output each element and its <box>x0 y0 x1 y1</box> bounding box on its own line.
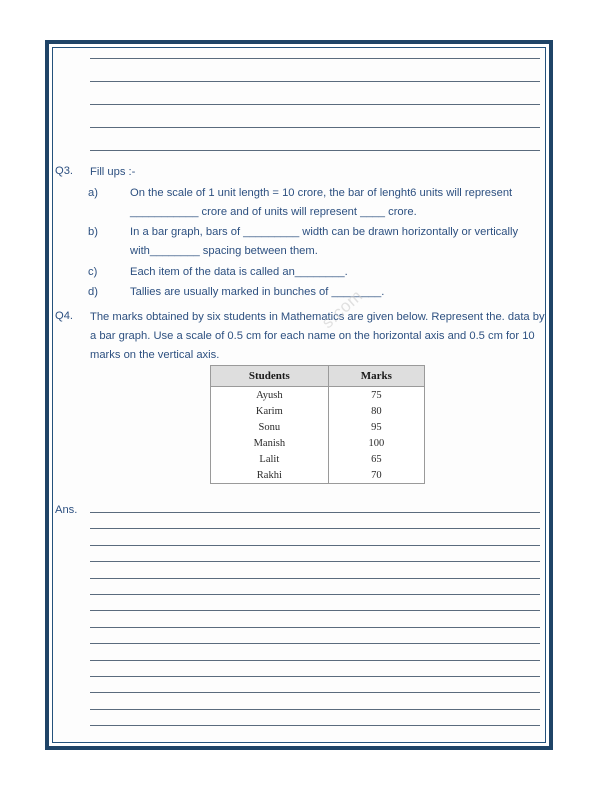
table-row <box>211 387 425 404</box>
blank-writing-line <box>90 643 540 644</box>
item-b-text: In a bar graph, bars of _________ width can be drawn horizontally or vertically with________ spacing between them. <box>130 226 519 257</box>
blank-writing-line <box>90 150 540 151</box>
blank-writing-line <box>90 512 540 513</box>
item-b-label: b) <box>88 226 98 238</box>
question-q3-item-c <box>88 263 508 282</box>
blank-writing-line <box>90 104 540 105</box>
blank-writing-line <box>90 81 540 82</box>
table-cell-marks: 70 <box>371 469 382 481</box>
blank-writing-line <box>90 528 540 529</box>
item-a-label: a) <box>88 187 98 199</box>
table-cell-student-name: Sonu <box>211 419 329 435</box>
question-q4-text: The marks obtained by six students in Mathematics are given below. Represent the. data by a bar graph. Use a scale of 0.5 cm for each name on the horizontal axis and 0.5 cm for 10 marks on the vertical axis. <box>90 311 545 361</box>
table-row <box>211 419 425 435</box>
blank-writing-line <box>90 676 540 677</box>
table-row <box>211 467 425 484</box>
table-cell-student-name: Karim <box>211 403 329 419</box>
marks-table-container <box>210 365 425 484</box>
item-a-text: On the scale of 1 unit length = 10 crore, the bar of lenght6 units will represent ___________ crore and of units will represent ____ crore. <box>130 187 513 218</box>
answer-label: Ans. <box>55 504 78 516</box>
table-header-students: Students <box>211 366 329 387</box>
table-header-marks: Marks <box>328 366 424 387</box>
question-q3-item-b <box>88 223 553 261</box>
question-q4 <box>55 308 545 365</box>
item-c-text: Each item of the data is called an________. <box>130 266 348 278</box>
blank-writing-line <box>90 545 540 546</box>
question-q3-item-d <box>88 283 508 302</box>
blank-writing-line <box>90 578 540 579</box>
question-q4-label: Q4. <box>55 310 74 322</box>
table-row <box>211 403 425 419</box>
table-header-row <box>211 366 425 387</box>
question-q3-item-a <box>88 184 548 222</box>
item-d-label: d) <box>88 286 98 298</box>
blank-writing-line <box>90 610 540 611</box>
table-cell-student-name: Rakhi <box>211 467 329 484</box>
blank-writing-line <box>90 692 540 693</box>
table-row <box>211 435 425 451</box>
question-q3-label: Q3. <box>55 165 74 177</box>
question-q3 <box>55 163 535 182</box>
table-cell-student-name: Ayush <box>211 387 329 404</box>
blank-writing-line <box>90 709 540 710</box>
item-d-text: Tallies are usually marked in bunches of ________. <box>130 286 385 298</box>
blank-writing-line <box>90 127 540 128</box>
table-cell-marks: 65 <box>371 453 382 465</box>
blank-writing-line <box>90 58 540 59</box>
question-q3-text: Fill ups :- <box>90 166 136 178</box>
blank-writing-line <box>90 594 540 595</box>
table-cell-marks: 95 <box>371 421 382 433</box>
blank-writing-line <box>90 627 540 628</box>
table-cell-marks: 75 <box>371 389 382 401</box>
blank-writing-line <box>90 561 540 562</box>
table-cell-marks: 80 <box>371 405 382 417</box>
table-cell-student-name: Manish <box>211 435 329 451</box>
table-cell-student-name: Lalit <box>211 451 329 467</box>
marks-table <box>210 365 425 484</box>
table-body <box>211 387 425 484</box>
blank-writing-line <box>90 660 540 661</box>
table-cell-marks: 100 <box>368 437 385 449</box>
item-c-label: c) <box>88 266 98 278</box>
blank-writing-line <box>90 725 540 726</box>
watermark-text: s.com <box>318 285 367 333</box>
table-row <box>211 451 425 467</box>
